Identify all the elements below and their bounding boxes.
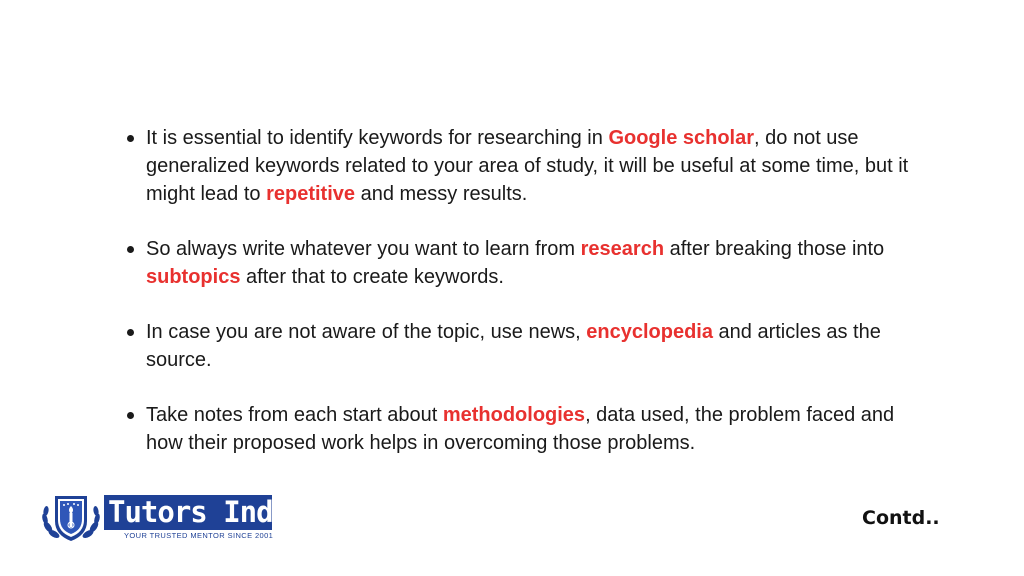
highlighted-keyword: encyclopedia xyxy=(586,321,713,343)
bullet-text: , data used, the problem faced and how their proposed work helps in overcoming those problems. xyxy=(146,404,895,454)
brand-tagline: YOUR TRUSTED MENTOR SINCE 2001 xyxy=(124,531,274,540)
bullet-item xyxy=(127,235,927,291)
contd-label: Contd.. xyxy=(862,507,940,529)
bullet-dot-icon xyxy=(127,412,134,419)
bullet-text: after that to create keywords. xyxy=(240,266,504,288)
bullet-text: In case you are not aware of the topic, use news, xyxy=(146,321,587,343)
laurel-crest-icon xyxy=(38,491,104,543)
bullet-item xyxy=(127,318,927,374)
bullet-text: It is essential to identify keywords for researching in xyxy=(146,127,609,149)
bullet-text: Take notes from each start about xyxy=(146,404,443,426)
highlighted-keyword: subtopics xyxy=(146,266,241,288)
bullet-dot-icon xyxy=(127,329,134,336)
bullet-dot-icon xyxy=(127,135,134,142)
bullet-text: , do not use generalized keywords related to your area of study, it will be useful at some time, but it might lead to xyxy=(146,127,909,205)
brand-name: Tutors India xyxy=(108,495,306,529)
bullet-list xyxy=(127,124,927,484)
tutors-india-logo xyxy=(38,491,306,543)
highlighted-keyword: repetitive xyxy=(266,183,356,205)
bullet-text: and articles as the source. xyxy=(146,321,881,371)
bullet-text: So always write whatever you want to learn from xyxy=(146,238,581,260)
bullet-dot-icon xyxy=(127,246,134,253)
bullet-item xyxy=(127,401,927,457)
highlighted-keyword: research xyxy=(580,238,665,260)
bullet-item xyxy=(127,124,927,208)
bullet-text: after breaking those into xyxy=(664,238,885,260)
bullet-text: and messy results. xyxy=(355,183,528,205)
highlighted-keyword: Google scholar xyxy=(608,127,755,149)
highlighted-keyword: methodologies xyxy=(442,404,586,426)
